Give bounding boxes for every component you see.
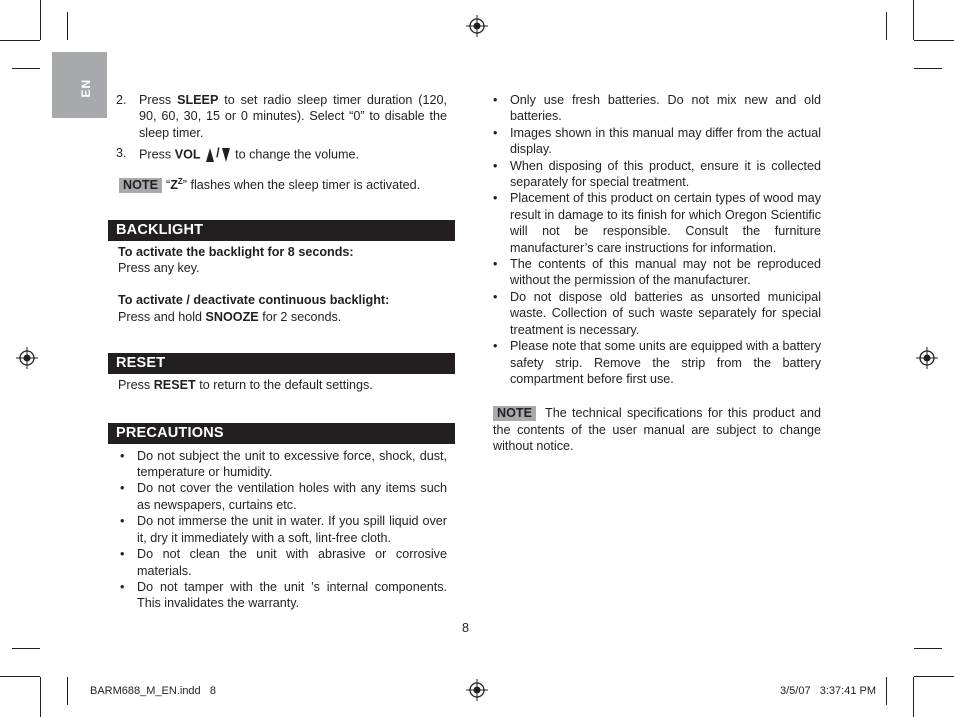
backlight-section: [118, 244, 455, 326]
step-item: [116, 92, 455, 141]
section-header-backlight: BACKLIGHT: [108, 220, 455, 241]
precautions-list: [118, 448, 455, 612]
step-number: 2.: [116, 93, 127, 107]
language-tab-label: EN: [78, 78, 93, 98]
backlight-heading-1: To activate the backlight for 8 seconds:: [118, 244, 354, 259]
sleep-z-icon: Z: [170, 178, 178, 193]
arrow-separator: /: [216, 146, 220, 161]
crop-mark: [914, 40, 954, 41]
registration-mark-icon: [466, 15, 488, 37]
section-header-precautions: PRECAUTIONS: [108, 423, 455, 444]
language-tab: [52, 52, 107, 118]
crop-mark: [886, 12, 887, 40]
backlight-heading-2: To activate / deactivate continuous backlight:: [118, 293, 390, 308]
note-specifications: NOTE The technical specifications for this product and the contents of the user manual are subject to change without notice.: [493, 406, 821, 454]
key-label: SLEEP: [177, 93, 219, 107]
list-item: • Images shown in this manual may differ from the actual display.: [493, 125, 821, 157]
list-item: • Do not cover the ventilation holes with any items such as newspapers, curtains etc.: [120, 481, 447, 512]
crop-mark: [12, 648, 40, 649]
backlight-text-2: Press and hold SNOOZE for 2 seconds.: [118, 309, 342, 324]
registration-mark-icon: [466, 679, 488, 701]
arrow-down-icon: [222, 148, 230, 162]
right-column: [491, 92, 821, 455]
step-item: [116, 145, 455, 163]
list-item: • Do not tamper with the unit ’s internal components. This invalidates the warranty.: [120, 579, 447, 611]
crop-mark: [914, 676, 954, 677]
list-item: • The contents of this manual may not be reproduced without the permission of the manufacturer.: [493, 257, 821, 288]
note-tag: NOTE: [493, 406, 536, 421]
arrow-up-icon: [206, 148, 214, 162]
list-item: • When disposing of this product, ensure it is collected separately for special treatment.: [493, 158, 821, 190]
crop-mark: [40, 0, 41, 40]
volume-arrows: [206, 145, 230, 161]
list-item: • Please note that some units are equipped with a battery safety strip. Remove the strip from the battery compartment before first use.: [493, 339, 821, 386]
key-label: RESET: [153, 378, 196, 393]
list-item: • Do not dispose old batteries as unsorted municipal waste. Collection of such waste separately for special treatment is necessary.: [493, 289, 821, 337]
key-label: VOL: [174, 147, 201, 162]
footer-file-name: BARM688_M_EN.indd 8: [90, 685, 216, 697]
page-number: 8: [462, 621, 470, 635]
list-item: • Do not immerse the unit in water. If you spill liquid over it, dry it immediately with a soft, lint-free cloth.: [120, 514, 447, 545]
step-text: Press SLEEP to set radio sleep timer duration (120, 90, 60, 30, 15 or 0 minutes). Select “0” to disable the sleep timer.: [139, 93, 447, 140]
crop-mark: [913, 677, 914, 717]
list-item: • Do not clean the unit with abrasive or corrosive materials.: [120, 547, 447, 578]
note-sleep: NOTE “$Z^Z$” flashes when the sleep timer is activated.: [119, 174, 455, 194]
registration-mark-icon: [16, 347, 38, 369]
crop-mark: [886, 677, 887, 705]
step-number: 3.: [116, 146, 127, 161]
crop-mark: [12, 68, 40, 69]
list-item: • Do not subject the unit to excessive force, shock, dust, temperature or humidity.: [120, 448, 447, 480]
registration-mark-icon: [916, 347, 938, 369]
footer-timestamp: 3/5/07 3:37:41 PM: [779, 685, 876, 697]
list-item: • Only use fresh batteries. Do not mix new and old batteries.: [493, 93, 821, 124]
left-column: [108, 92, 455, 612]
backlight-text-1: Press any key.: [118, 261, 200, 276]
list-item: • Placement of this product on certain types of wood may result in damage to its finish for which Oregon Scientific will not be responsible. Consult the furniture manufacturer’s care instructions for information.: [493, 191, 821, 255]
note-tag: NOTE: [119, 178, 162, 193]
key-label: SNOOZE: [205, 309, 259, 324]
crop-mark: [67, 677, 68, 705]
step-text: Press VOL / to change the volume.: [139, 146, 360, 162]
safety-list: [491, 92, 821, 387]
reset-text: Press RESET to return to the default settings.: [118, 378, 373, 393]
crop-mark: [913, 0, 914, 40]
crop-mark: [914, 68, 942, 69]
crop-mark: [0, 676, 40, 677]
crop-mark: [914, 648, 942, 649]
section-header-reset: RESET: [108, 353, 455, 374]
crop-mark: [67, 12, 68, 40]
crop-mark: [40, 677, 41, 717]
crop-mark: [0, 40, 40, 41]
